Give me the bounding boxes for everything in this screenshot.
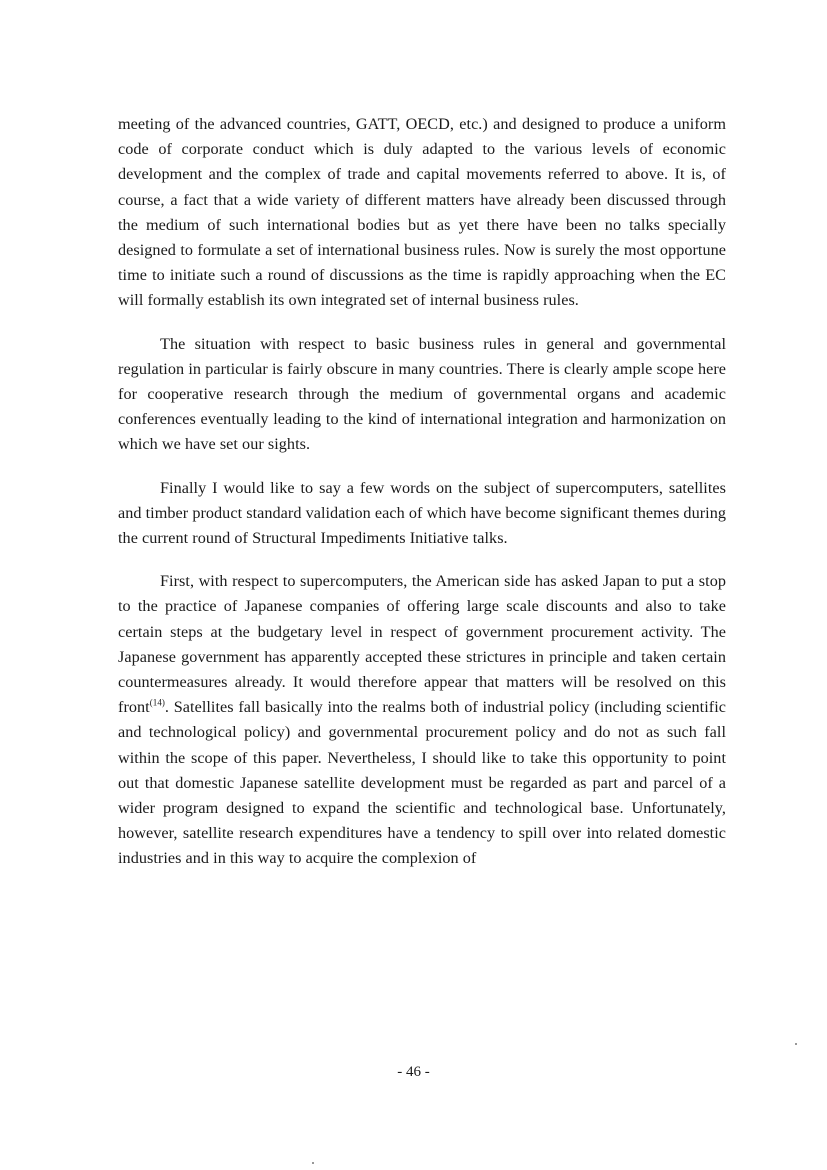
paragraph-sii-themes: Finally I would like to say a few words on the subject of supercomputers, satellites and timber product standard validation each of which have become significant themes during the current round of Structural Impediments Initiative talks. <box>118 478 726 548</box>
paragraph-supercomputers-text-1: First, with respect to supercomputers, the American side has asked Japan to put a stop to the practice of Japanese companies of offering large scale discounts and also to take certain steps at the budgetary level in respect of government procurement activity. The Japanese government has apparently accepted these strictures in principle and taken certain countermeasures already. It would therefore appear that matters will be resolved on this front <box>118 572 726 717</box>
body-text <box>118 112 726 890</box>
scan-speck <box>795 1043 797 1045</box>
paragraph-business-rules: The situation with respect to basic business rules in general and governmental regulation in particular is fairly obscure in many countries. There is clearly ample scope here for cooperative research through the medium of governmental organs and academic conferences eventually leading to the kind of international integration and harmonization on which we have set our sights. <box>118 334 726 454</box>
page-number: - 46 - <box>397 1064 430 1080</box>
paragraph-continuation: meeting of the advanced countries, GATT, OECD, etc.) and designed to produce a uniform code of corporate conduct which is duly adapted to the various levels of economic development and the complex of trade and capital movements referred to above. It is, of course, a fact that a wide variety of different matters have already been discussed through the medium of such international bodies but as yet there have been no talks specially designed to formulate a set of international business rules. Now is surely the most opportune time to initiate such a round of discussions as the time is rapidly approaching when the EC will formally establish its own integrated set of internal business rules. <box>118 115 726 310</box>
paragraph-supercomputers-text-2: . Satellites fall basically into the realms both of industrial policy (including scientific and technological policy) and governmental procurement policy and do not as such fall within the scope of this paper. Nevertheless, I should like to take this opportunity to point out that domestic Japanese satellite development must be regarded as part and parcel of a wider program designed to expand the scientific and technological base. Unfortunately, however, satellite research expenditures have a tendency to spill over into related domestic industries and in this way to acquire the complexion of <box>118 698 726 868</box>
footnote-marker: (14) <box>149 697 165 708</box>
scan-speck <box>312 1162 314 1164</box>
paragraph-supercomputers <box>118 569 726 871</box>
